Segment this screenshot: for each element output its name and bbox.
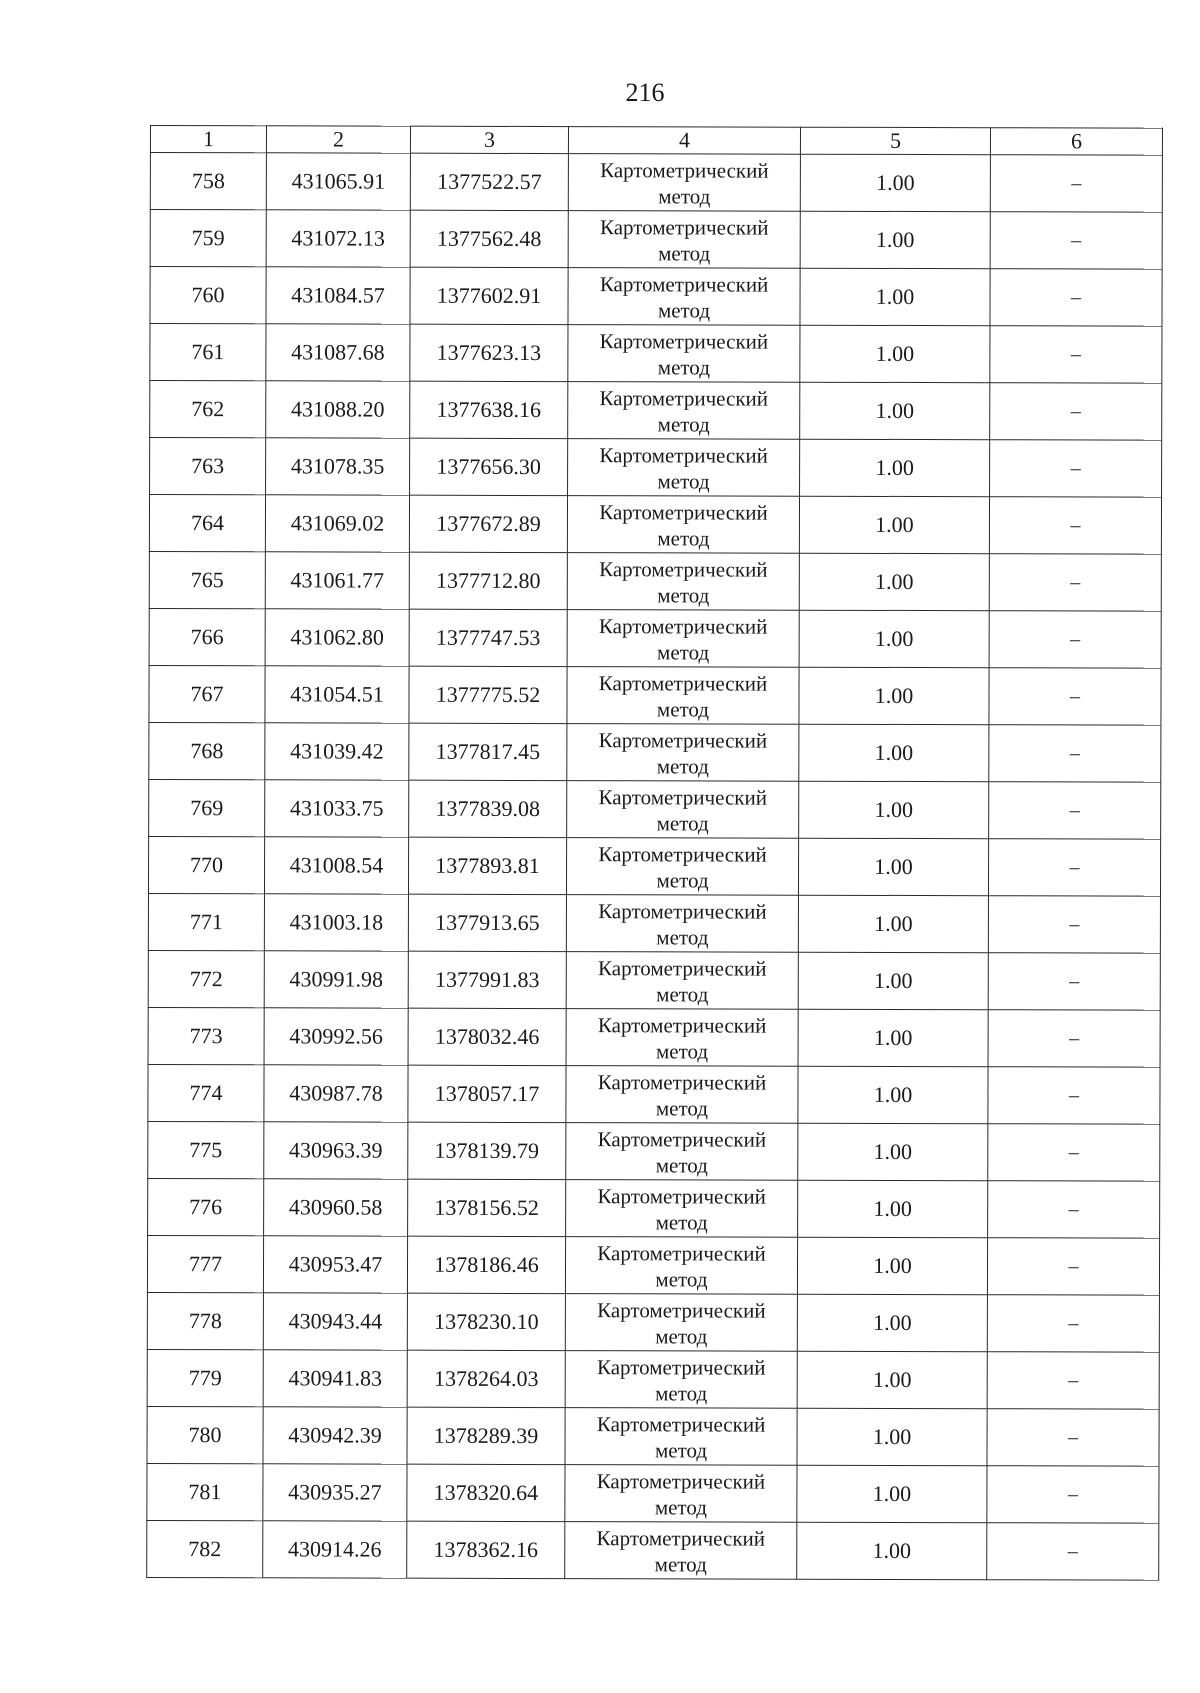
method-text-line-1: Картометрический [599,386,769,411]
point-number-cell: 766 [149,608,265,665]
note-cell: – [988,896,1160,953]
accuracy-cell: 1.00 [798,1066,988,1123]
method-text-line-2: метод [657,298,711,323]
x-coordinate-cell: 430992.56 [264,1008,408,1065]
y-coordinate-cell: 1377775.52 [409,666,567,723]
note-cell: – [988,1124,1160,1181]
method-text-line-2: метод [657,412,710,437]
x-coordinate-cell: 431054.51 [265,666,409,723]
note-cell: – [990,383,1162,440]
x-coordinate-cell: 431078.35 [266,438,410,495]
y-coordinate-cell: 1377562.48 [410,210,568,267]
x-coordinate-cell: 431061.77 [265,552,409,609]
accuracy-cell: 1.00 [798,952,988,1009]
header-row [150,126,1162,156]
note-cell: – [989,497,1161,554]
note-cell: – [987,1352,1159,1409]
accuracy-cell: 1.00 [797,1522,987,1579]
x-coordinate-cell: 430943.44 [263,1293,407,1350]
point-number-cell: 779 [147,1349,263,1406]
method-cell [567,496,799,554]
method-text-line-2: метод [654,1495,707,1520]
table-row [147,1292,1159,1352]
note-cell: – [990,326,1162,383]
table-row [147,1520,1159,1580]
note-cell: – [987,1238,1159,1295]
method-cell [568,268,800,326]
method-text-line-1: Картометрический [597,1127,767,1152]
point-number-cell: 778 [147,1292,263,1349]
y-coordinate-cell: 1378362.16 [407,1521,565,1578]
note-cell: – [989,611,1161,668]
y-coordinate-cell: 1377672.89 [409,495,567,552]
x-coordinate-cell: 430953.47 [263,1236,407,1293]
y-coordinate-cell: 1377522.57 [410,153,568,210]
method-text-line-2: метод [656,925,709,950]
column-header-3: 3 [410,126,568,153]
x-coordinate-cell: 431088.20 [266,381,410,438]
method-cell [567,781,799,839]
note-cell: – [988,1010,1160,1067]
method-text-line-1: Картометрический [598,785,768,810]
method-text-line-2: метод [655,1210,708,1235]
method-text-line-1: Картометрический [597,1184,766,1209]
point-number-cell: 770 [148,836,264,893]
x-coordinate-cell: 431065.91 [266,153,410,210]
point-number-cell: 774 [148,1064,264,1121]
point-number-cell: 767 [149,665,265,722]
accuracy-cell: 1.00 [799,496,989,553]
column-header-4: 4 [568,127,800,155]
note-cell: – [987,1523,1159,1580]
table-row [150,438,1162,498]
method-cell [568,211,800,269]
point-number-cell: 773 [148,1007,264,1064]
y-coordinate-cell: 1378032.46 [408,1008,566,1065]
method-cell [565,1522,797,1580]
y-coordinate-cell: 1377913.65 [408,894,566,951]
x-coordinate-cell: 431039.42 [265,723,409,780]
accuracy-cell: 1.00 [800,439,990,496]
table-row [148,1178,1160,1238]
y-coordinate-cell: 1378264.03 [407,1350,565,1407]
method-cell [567,667,799,725]
y-coordinate-cell: 1377712.80 [409,552,567,609]
table-row [149,779,1161,839]
accuracy-cell: 1.00 [800,268,990,325]
accuracy-cell: 1.00 [799,667,989,724]
method-cell [565,1237,797,1295]
x-coordinate-cell: 431072.13 [266,210,410,267]
x-coordinate-cell: 430963.39 [264,1122,408,1179]
method-text-line-2: метод [657,526,710,551]
point-number-cell: 765 [149,551,265,608]
accuracy-cell: 1.00 [800,211,990,268]
y-coordinate-cell: 1378320.64 [407,1464,565,1521]
y-coordinate-cell: 1377623.13 [410,324,568,381]
column-header-6: 6 [990,128,1162,155]
x-coordinate-cell: 431062.80 [265,609,409,666]
method-cell [566,838,798,896]
x-coordinate-cell: 430935.27 [263,1464,407,1521]
table-row [148,1007,1160,1067]
table-row [147,1235,1159,1295]
table-row [148,836,1160,896]
accuracy-cell: 1.00 [798,1123,988,1180]
method-text-line-1: Картометрический [599,272,769,297]
method-text-line-2: метод [657,640,710,665]
note-cell: – [990,212,1162,269]
method-text-line-1: Картометрический [600,158,769,183]
method-cell [566,952,798,1010]
y-coordinate-cell: 1377991.83 [408,951,566,1008]
method-cell [568,439,800,497]
note-cell: – [989,668,1161,725]
method-text-line-2: метод [656,697,710,722]
note-cell: – [987,1295,1159,1352]
method-text-line-1: Картометрический [596,1412,766,1437]
y-coordinate-cell: 1377817.45 [409,723,567,780]
note-cell: – [987,1466,1159,1523]
table-row [148,1121,1160,1181]
point-number-cell: 772 [148,950,264,1007]
note-cell: – [990,269,1162,326]
coordinates-table-wrapper [146,125,1163,1581]
table-row [148,950,1160,1010]
point-number-cell: 771 [148,893,264,950]
x-coordinate-cell: 430987.78 [264,1065,408,1122]
method-text-line-1: Картометрический [599,329,769,354]
point-number-cell: 761 [150,324,266,381]
table-row [147,1463,1159,1523]
method-text-line-1: Картометрический [597,1241,766,1266]
y-coordinate-cell: 1378139.79 [408,1122,566,1179]
accuracy-cell: 1.00 [797,1465,987,1522]
table-body [147,153,1163,1581]
x-coordinate-cell: 430941.83 [263,1350,407,1407]
point-number-cell: 780 [147,1406,263,1463]
accuracy-cell: 1.00 [798,1180,988,1237]
method-text-line-2: метод [658,184,711,209]
accuracy-cell: 1.00 [799,553,989,610]
x-coordinate-cell: 431003.18 [264,894,408,951]
method-cell [565,1465,797,1523]
method-cell [567,724,799,782]
table-row [149,722,1161,782]
point-number-cell: 758 [150,153,266,210]
table-row [147,1349,1159,1409]
table-row [149,608,1161,668]
table-header [150,126,1162,156]
point-number-cell: 781 [147,1463,263,1520]
note-cell: – [988,1181,1160,1238]
note-cell: – [988,1067,1160,1124]
point-number-cell: 763 [150,438,266,495]
method-text-line-2: метод [655,1039,709,1064]
y-coordinate-cell: 1378230.10 [407,1293,565,1350]
accuracy-cell: 1.00 [797,1351,987,1408]
point-number-cell: 769 [149,779,265,836]
method-cell [567,553,799,611]
column-header-1: 1 [150,126,266,153]
method-text-line-1: Картометрический [596,1469,766,1494]
accuracy-cell: 1.00 [797,1408,987,1465]
method-text-line-2: метод [656,811,709,836]
x-coordinate-cell: 430914.26 [263,1521,407,1578]
table-row [149,495,1161,555]
point-number-cell: 764 [149,495,265,552]
y-coordinate-cell: 1377893.81 [408,837,566,894]
x-coordinate-cell: 430991.98 [264,951,408,1008]
x-coordinate-cell: 431087.68 [266,324,410,381]
method-cell [566,1123,798,1181]
table-row [150,267,1162,327]
method-cell [566,1066,798,1124]
x-coordinate-cell: 431033.75 [265,780,409,837]
method-text-line-1: Картометрический [597,1070,767,1095]
page-number: 216 [625,78,665,107]
note-cell: – [989,554,1161,611]
accuracy-cell: 1.00 [800,154,990,211]
method-cell [567,610,799,668]
note-cell: – [987,1409,1159,1466]
y-coordinate-cell: 1378289.39 [407,1407,565,1464]
method-text-line-2: метод [654,1438,708,1463]
method-text-line-2: метод [655,1267,708,1292]
method-text-line-1: Картометрический [598,728,768,753]
accuracy-cell: 1.00 [800,325,990,382]
accuracy-cell: 1.00 [797,1237,987,1294]
method-text-line-2: метод [655,1381,708,1406]
note-cell: – [990,155,1162,212]
accuracy-cell: 1.00 [799,610,989,667]
point-number-cell: 775 [148,1121,264,1178]
method-text-line-1: Картометрический [598,956,767,981]
point-number-cell: 762 [150,381,266,438]
table-row [148,893,1160,953]
method-text-line-1: Картометрический [598,614,768,639]
method-text-line-1: Картометрический [599,557,768,582]
column-header-2: 2 [266,126,410,153]
method-text-line-1: Картометрический [599,500,768,525]
x-coordinate-cell: 430942.39 [263,1407,407,1464]
method-text-line-2: метод [655,1324,708,1349]
point-number-cell: 777 [147,1235,263,1292]
y-coordinate-cell: 1377747.53 [409,609,567,666]
method-text-line-1: Картометрический [598,842,767,867]
method-text-line-2: метод [657,355,710,380]
method-text-line-1: Картометрический [599,215,769,240]
y-coordinate-cell: 1378156.52 [408,1179,566,1236]
accuracy-cell: 1.00 [799,724,989,781]
method-text-line-2: метод [655,1096,709,1121]
note-cell: – [989,725,1161,782]
method-text-line-2: метод [655,1153,708,1178]
method-text-line-2: метод [656,754,709,779]
method-text-line-1: Картометрический [596,1526,766,1551]
y-coordinate-cell: 1377638.16 [410,381,568,438]
method-cell [566,1009,798,1067]
x-coordinate-cell: 431084.57 [266,267,410,324]
method-text-line-2: метод [657,469,710,494]
y-coordinate-cell: 1378186.46 [407,1236,565,1293]
x-coordinate-cell: 431069.02 [265,495,409,552]
method-cell [565,1294,797,1352]
accuracy-cell: 1.00 [800,382,990,439]
method-text-line-2: метод [654,1552,707,1577]
point-number-cell: 759 [150,210,266,267]
method-text-line-1: Картометрический [597,1013,767,1038]
accuracy-cell: 1.00 [798,1009,988,1066]
y-coordinate-cell: 1377839.08 [409,780,567,837]
table-row [147,1406,1159,1466]
column-header-5: 5 [800,127,990,154]
note-cell: – [988,839,1160,896]
note-cell: – [988,953,1160,1010]
accuracy-cell: 1.00 [797,1294,987,1351]
x-coordinate-cell: 431008.54 [264,837,408,894]
method-cell [568,382,800,440]
point-number-cell: 776 [148,1178,264,1235]
y-coordinate-cell: 1377602.91 [410,267,568,324]
note-cell: – [989,782,1161,839]
method-text-line-1: Картометрический [599,443,768,468]
method-text-line-1: Картометрический [598,899,767,924]
method-cell [565,1408,797,1466]
method-cell [568,325,800,383]
coordinates-table [146,125,1163,1581]
point-number-cell: 760 [150,267,266,324]
method-cell [568,154,800,212]
y-coordinate-cell: 1378057.17 [408,1065,566,1122]
accuracy-cell: 1.00 [799,781,989,838]
x-coordinate-cell: 430960.58 [264,1179,408,1236]
y-coordinate-cell: 1377656.30 [410,438,568,495]
point-number-cell: 768 [149,722,265,779]
method-cell [566,1180,798,1238]
method-text-line-2: метод [656,982,709,1007]
method-text-line-2: метод [657,583,710,608]
table-row [149,665,1161,725]
method-text-line-1: Картометрический [598,671,768,696]
method-text-line-2: метод [658,241,711,266]
note-cell: – [990,440,1162,497]
table-row [150,324,1162,384]
method-text-line-1: Картометрический [597,1298,766,1323]
method-cell [565,1351,797,1409]
method-text-line-2: метод [656,868,709,893]
accuracy-cell: 1.00 [798,895,988,952]
method-text-line-1: Картометрический [596,1355,766,1380]
point-number-cell: 782 [147,1520,263,1577]
accuracy-cell: 1.00 [798,838,988,895]
table-row [148,1064,1160,1124]
table-row [150,153,1162,213]
table-row [150,210,1162,270]
table-row [150,381,1162,441]
method-cell [566,895,798,953]
table-row [149,551,1161,611]
